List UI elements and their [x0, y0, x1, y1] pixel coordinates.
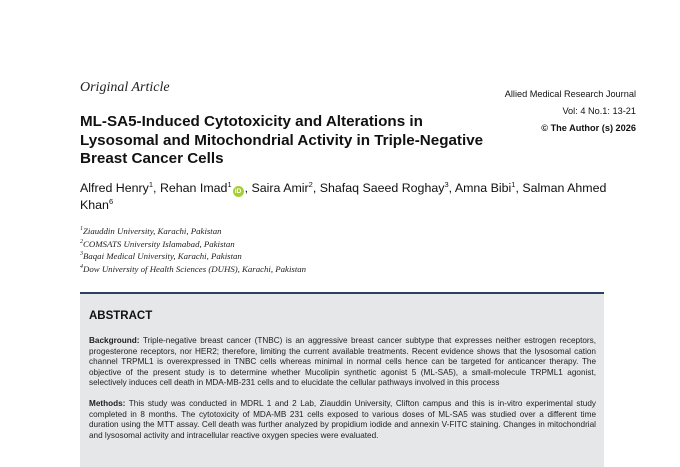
- article-type-label: Original Article: [80, 80, 170, 95]
- author-affiliation-number: 1: [511, 179, 516, 189]
- paper-title: ML-SA5-Induced Cytotoxicity and Alterations in Lysosomal and Mitochondrial Activity in Triple-Negative Breast Cancer Cells: [80, 113, 484, 167]
- affiliation-list: [80, 225, 306, 275]
- abstract-box: [80, 292, 604, 467]
- affiliation: [80, 225, 306, 238]
- copyright-notice: © The Author (s) 2026: [541, 123, 636, 133]
- abstract-background: [89, 336, 596, 389]
- affiliation: [80, 250, 306, 263]
- methods-label: Methods:: [89, 398, 126, 408]
- affiliation-number: 1: [80, 226, 83, 233]
- affiliation-number: 4: [80, 263, 83, 270]
- journal-name: Allied Medical Research Journal: [504, 89, 636, 99]
- affiliation-text: Dow University of Health Sciences (DUHS), Karachi, Pakistan: [83, 263, 307, 274]
- methods-text: This study was conducted in MDRL 1 and 2 Lab, Ziauddin University, Clifton campus and this is in-vitro experimental study completed in 8 months. The cytotoxicity of MDA-MB 231 cells exposed to various doses of ML-SA5 was studied over a different time duration using the MTT assay. Cell death was further analyzed by propidium iodide and annexin V-FITC staining. Changes in mitochondrial and lysosomal activity and intracellular reactive oxygen species were evaluated.: [89, 398, 596, 440]
- affiliation-number: 2: [80, 238, 83, 245]
- author: [252, 181, 313, 195]
- background-text: Triple-negative breast cancer (TNBC) is an aggressive breast cancer subtype that expresses neither estrogen receptors, progesterone receptors, nor HER2; therefore, limiting the current available treatments. Recent evidence shows that the lysosomal cation channel TRPML1 is overexpressed in TNBC cells whereas minimal in normal cells hence can be targeted for anticancer therapy. The objective of the present study is to determine whether Mucolipin synthetic agonist 5 (ML-SA5), a small-molecule TRPML1 agonist, selectively induces cell death in MDA-MB-231 cells and to elucidate the cellular pathways involved in this process: [89, 336, 596, 388]
- affiliation-text: COMSATS University Islamabad, Pakistan: [83, 238, 235, 249]
- author-name: Saira Amir: [251, 181, 309, 195]
- journal-volume: Vol: 4 No.1: 13-21: [562, 106, 636, 116]
- author: [80, 181, 153, 195]
- author-name: Salman Ahmed Khan: [80, 181, 607, 212]
- affiliation-number: 3: [80, 251, 83, 258]
- affiliation-text: Baqai Medical University, Karachi, Pakistan: [83, 251, 242, 262]
- author: [455, 181, 516, 195]
- author-affiliation-number: 6: [108, 196, 114, 206]
- abstract-methods: [89, 399, 596, 441]
- affiliation: [80, 263, 306, 276]
- author: [160, 181, 245, 195]
- author-affiliation-number: 3: [444, 179, 449, 189]
- author-list: Alfred Henry$^1$, Rehan Imad$^1$iD , Saira Amir$^2$, Shafaq Saeed Roghay$^3$, Amna Bibi$^1$, Salman Ahmed Khan$^6$: [80, 179, 607, 212]
- author-affiliation-number: 2: [308, 179, 313, 189]
- author-name: Shafaq Saeed Roghay: [319, 181, 445, 195]
- author-name: Rehan Imad: [159, 181, 228, 195]
- affiliation: [80, 238, 306, 251]
- author-affiliation-number: 1: [148, 179, 154, 189]
- journal-info: [505, 86, 636, 137]
- orcid-icon[interactable]: iD: [233, 186, 244, 197]
- author-affiliation-number: 1: [227, 179, 232, 189]
- abstract-heading: ABSTRACT: [89, 310, 153, 322]
- author: [320, 181, 449, 195]
- author-name: Amna Bibi: [454, 181, 512, 195]
- affiliation-text: Ziauddin University, Karachi, Pakistan: [83, 226, 222, 236]
- author-name: Alfred Henry: [80, 181, 149, 195]
- background-label: Background:: [89, 336, 140, 345]
